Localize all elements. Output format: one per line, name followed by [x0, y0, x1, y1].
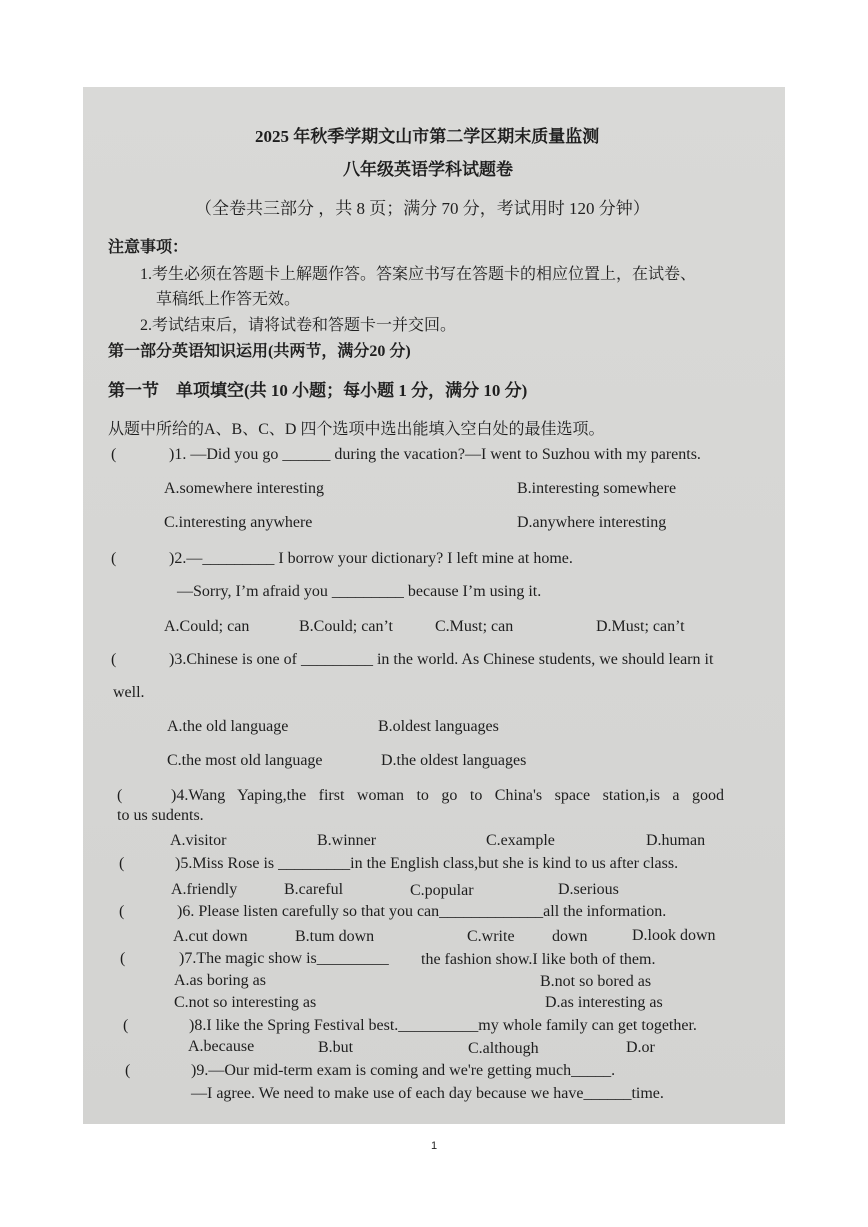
q5-option-c: C.popular: [410, 882, 474, 899]
q7-option-c: C.not so interesting as: [174, 994, 317, 1011]
q1-option-a: A.somewhere interesting: [164, 480, 324, 497]
question-7-stem-cont: the fashion show.I like both of them.: [421, 951, 656, 968]
q3-option-b: B.oldest languages: [378, 718, 499, 735]
q2-option-d: D.Must; can’t: [596, 618, 685, 635]
answer-paren: (: [111, 550, 117, 567]
q4-option-c: C.example: [486, 832, 555, 849]
answer-paren: (: [111, 446, 117, 463]
question-5-stem: )5.Miss Rose is _________in the English class,but she is kind to us after class.: [175, 855, 679, 872]
question-9-stem: )9.—Our mid-term exam is coming and we're getting much_____.: [191, 1062, 616, 1079]
q1-option-d: D.anywhere interesting: [517, 514, 667, 531]
q3-option-c: C.the most old language: [167, 752, 323, 769]
note-item-2: 2.考试结束后，请将试卷和答题卡一并交回。: [140, 317, 457, 334]
q4-option-d: D.human: [646, 832, 706, 849]
question-8-stem: )8.I like the Spring Festival best.__________my whole family can get together.: [189, 1017, 697, 1034]
q1-option-c: C.interesting anywhere: [164, 514, 313, 531]
q8-option-a: A.because: [188, 1038, 255, 1055]
exam-title: 2025 年秋季学期文山市第二学区期末质量监测: [255, 127, 600, 146]
note-item-1-cont: 草稿纸上作答无效。: [156, 291, 301, 308]
q3-option-d: D.the oldest languages: [381, 752, 527, 769]
q5-option-a: A.friendly: [171, 881, 238, 898]
q8-option-d: D.or: [626, 1039, 655, 1056]
exam-subtitle: 八年级英语学科试题卷: [343, 160, 513, 179]
q6-option-c: C.write: [467, 928, 515, 945]
exam-info: （全卷共三部分 ，共 8 页；满分 70 分，考试用时 120 分钟）: [195, 199, 650, 218]
q4-option-b: B.winner: [317, 832, 377, 849]
scanned-exam-photo: [83, 87, 785, 1124]
notes-heading: 注意事项：: [108, 239, 189, 256]
q2-option-a: A.Could; can: [164, 618, 250, 635]
q8-option-b: B.but: [318, 1039, 354, 1056]
answer-paren: (: [119, 903, 125, 920]
q6-option-b: B.tum down: [295, 928, 375, 945]
instruction: 从题中所给的A、B、C、D 四个选项中选出能填入空白处的最佳选项。: [108, 421, 605, 438]
question-3-stem-cont: well.: [113, 684, 145, 701]
page-number: 1: [430, 1140, 438, 1152]
q2-option-b: B.Could; can’t: [299, 618, 393, 635]
question-9-reply: —I agree. We need to make use of each day because we have______time.: [191, 1085, 664, 1102]
answer-paren: (: [117, 787, 123, 804]
q3-option-a: A.the old language: [167, 718, 289, 735]
question-4-stem-cont: to us sudents.: [117, 807, 204, 824]
q5-option-d: D.serious: [558, 881, 619, 898]
question-2-reply: —Sorry, I’m afraid you _________ because I’m using it.: [177, 583, 542, 600]
answer-paren: (: [125, 1062, 131, 1079]
answer-paren: (: [111, 651, 117, 668]
q5-option-b: B.careful: [284, 881, 344, 898]
q6-option-c-cont: down: [552, 928, 588, 945]
answer-paren: (: [119, 855, 125, 872]
q7-option-b: B.not so bored as: [540, 973, 652, 990]
question-1-stem: )1. —Did you go ______ during the vacation?—I went to Suzhou with my parents.: [169, 446, 701, 463]
q2-option-c: C.Must; can: [435, 618, 514, 635]
q4-option-a: A.visitor: [170, 832, 227, 849]
q6-option-d: D.look down: [632, 927, 716, 944]
note-item-1: 1.考生必须在答题卡上解题作答。答案应书写在答题卡的相应位置上，在试卷、: [140, 266, 697, 283]
question-3-stem: )3.Chinese is one of _________ in the world. As Chinese students, we should learn it: [169, 651, 714, 668]
question-2-stem: )2.—_________ I borrow your dictionary? I left mine at home.: [169, 550, 573, 567]
part1-heading: 第一部分英语知识运用(共两节，满分20 分): [108, 343, 411, 360]
question-4-stem: )4.Wang Yaping,the first woman to go to China's space station,is a good: [171, 787, 724, 804]
q8-option-c: C.although: [468, 1040, 539, 1057]
q7-option-a: A.as boring as: [174, 972, 266, 989]
question-7-stem: )7.The magic show is_________: [179, 950, 389, 967]
question-6-stem: )6. Please listen carefully so that you can_____________all the information.: [177, 903, 667, 920]
answer-paren: (: [123, 1017, 129, 1034]
section1-heading: 第一节 单项填空(共 10 小题；每小题 1 分，满分 10 分): [108, 381, 528, 400]
q7-option-d: D.as interesting as: [545, 994, 663, 1011]
q6-option-a: A.cut down: [173, 928, 248, 945]
q1-option-b: B.interesting somewhere: [517, 480, 677, 497]
answer-paren: (: [120, 950, 126, 967]
